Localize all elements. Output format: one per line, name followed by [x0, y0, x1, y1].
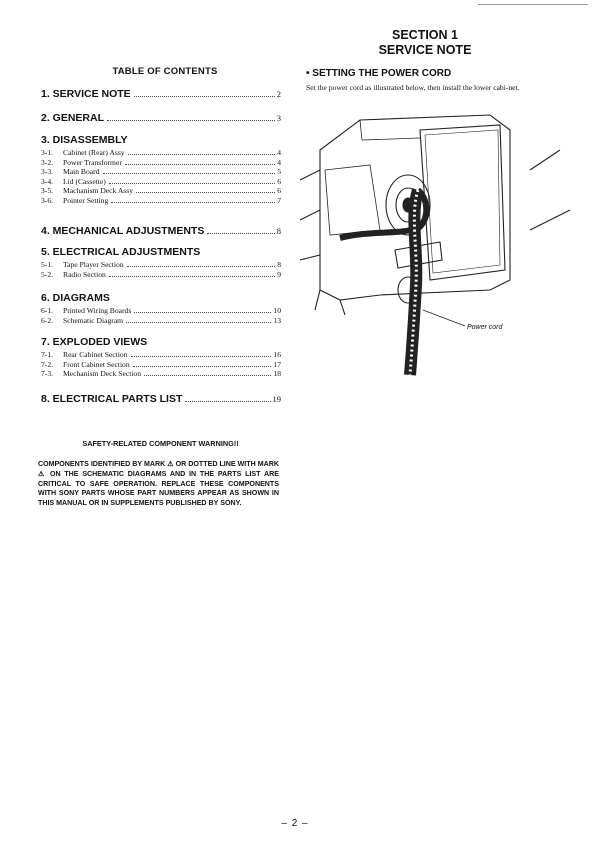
toc-sub-item[interactable]: [41, 316, 281, 326]
toc-sub-label: Main Board: [63, 167, 100, 177]
toc-section-label: 3. DISASSEMBLY: [41, 134, 128, 146]
toc-sub-label: Lid (Cassette): [63, 176, 106, 186]
warning-title: SAFETY-RELATED COMPONENT WARNING!!: [82, 439, 239, 448]
power-cord-callout: Power cord: [467, 324, 503, 331]
leader-dots: [127, 266, 276, 267]
toc-page-number: 8: [277, 260, 281, 269]
leader-dots: [144, 375, 271, 376]
toc-sub-label: Mechanism Deck Section: [63, 369, 142, 379]
toc-page-number: 4: [277, 157, 281, 167]
toc-section-label: 5. ELECTRICAL ADJUSTMENTS: [41, 246, 201, 258]
toc-sub-number: 7-3.: [41, 369, 54, 379]
section-number: SECTION 1: [392, 28, 458, 42]
toc-sub-number: 5-2.: [41, 269, 54, 279]
leader-dots: [134, 312, 271, 313]
toc-page-number: 18: [273, 369, 281, 379]
toc-sub-label: Tape Player Section: [63, 260, 124, 269]
toc-sub-item[interactable]: [41, 350, 281, 360]
callout-leader: [423, 310, 465, 326]
header-rule: [478, 4, 588, 5]
toc-sub-number: 3-2.: [41, 157, 54, 167]
toc-sub-number: 6-2.: [41, 315, 54, 325]
toc-section-electrical-parts-list[interactable]: [41, 393, 281, 405]
toc-section-electrical-adjustments: [41, 246, 281, 279]
leader-dots: [133, 366, 272, 367]
toc-sub-item[interactable]: [41, 260, 281, 270]
leader-dots: [207, 233, 274, 234]
toc-sub-number: 3-5.: [41, 186, 54, 196]
toc-page-number: 9: [277, 269, 281, 279]
leader-dots: [109, 276, 275, 277]
power-cord: [340, 190, 426, 375]
power-cord-instructions: Set the power cord as illustrated below, then install the lower cabi-net.: [306, 83, 520, 92]
toc-sub-item[interactable]: [41, 369, 281, 379]
toc-sub-number: 3-4.: [41, 176, 54, 186]
toc-section-label: 8. ELECTRICAL PARTS LIST: [41, 393, 183, 405]
toc-section-exploded-views: [41, 336, 281, 379]
toc-section-label: 1. SERVICE NOTE: [41, 88, 131, 100]
leader-dots: [128, 154, 276, 155]
toc-sub-number: 7-1.: [41, 350, 54, 359]
toc-sub-item[interactable]: [41, 148, 281, 158]
toc-page-number: 2: [276, 89, 281, 99]
toc-sub-label: Rear Cabinet Section: [63, 350, 128, 359]
toc-sub-item[interactable]: [41, 158, 281, 168]
toc-page-number: 13: [273, 315, 281, 325]
toc-section-label: 6. DIAGRAMS: [41, 292, 110, 304]
toc-page-number: 6: [277, 176, 281, 186]
leader-dots: [126, 322, 271, 323]
leader-dots: [107, 120, 275, 121]
toc-sub-label: Cabinet (Rear) Assy: [63, 148, 125, 157]
toc-sub-label: Schematic Diagram: [63, 315, 124, 325]
toc-page-number: 7: [277, 195, 281, 205]
leader-dots: [111, 202, 275, 203]
warning-body: COMPONENTS IDENTIFIED BY MARK ⚠ OR DOTTED LINE WITH MARK ⚠ ON THE SCHEMATIC DIAGRAMS AND IN THE PARTS LIST ARE CRITICAL TO SAFE OPERATION. REPLACE THESE COMPONENTS WITH SONY PARTS WHOSE PART NUMBERS APPEAR AS SHOWN IN THIS MANUAL OR IN SUPPLEMENTS PUBLISHED BY SONY.: [38, 460, 279, 508]
toc-section-mechanical-adjustments[interactable]: [41, 225, 281, 237]
section-header: [330, 28, 520, 58]
leader-dots: [134, 96, 275, 97]
cabinet-window: [420, 125, 505, 280]
power-cord-illustration: [300, 110, 580, 380]
toc-sub-item[interactable]: [41, 177, 281, 187]
toc-page-number: 10: [273, 306, 281, 315]
toc-sub-label: Printed Wiring Boards: [63, 306, 132, 315]
toc-sub-item[interactable]: [41, 270, 281, 280]
toc-sub-label: Radio Section: [63, 269, 106, 279]
toc-sub-item[interactable]: [41, 186, 281, 196]
toc-sub-number: 6-1.: [41, 306, 54, 315]
power-cord-heading: • SETTING THE POWER CORD: [306, 68, 452, 79]
toc-sub-number: 5-1.: [41, 260, 54, 269]
toc-page-number: 8: [276, 226, 281, 236]
toc-page-number: 17: [273, 359, 281, 369]
section-title: SERVICE NOTE: [378, 43, 472, 57]
leader-dots: [185, 401, 270, 402]
toc-sub-item[interactable]: [41, 306, 281, 316]
toc-sub-item[interactable]: [41, 196, 281, 206]
toc-sub-label: Pointer Setting: [63, 195, 109, 205]
toc-section-disassembly: [41, 134, 281, 206]
toc-sub-label: Power Transformer: [63, 157, 122, 167]
toc-section-label: 2. GENERAL: [41, 112, 105, 124]
leader-dots: [131, 356, 272, 357]
leader-dots: [103, 173, 276, 174]
toc-section-label: 7. EXPLODED VIEWS: [41, 336, 148, 348]
leader-dots: [109, 183, 275, 184]
toc-sub-item[interactable]: [41, 167, 281, 177]
leader-dots: [125, 164, 275, 165]
toc-section-general[interactable]: [41, 112, 281, 124]
toc-sub-number: 3-1.: [41, 148, 54, 157]
toc-sub-label: Machanism Deck Assy: [63, 186, 134, 196]
toc-title: TABLE OF CONTENTS: [112, 66, 218, 77]
toc-section-diagrams: [41, 292, 281, 325]
toc-page-number: 16: [273, 350, 281, 359]
toc-sub-number: 3-3.: [41, 167, 54, 177]
toc-page-number: 19: [272, 394, 281, 404]
toc-sub-number: 3-6.: [41, 195, 54, 205]
toc-page-number: 3: [276, 113, 281, 123]
toc-sub-label: Front Cabinet Section: [63, 359, 130, 369]
toc-page-number: 4: [277, 148, 281, 157]
toc-section-label: 4. MECHANICAL ADJUSTMENTS: [41, 225, 205, 237]
toc-sub-item[interactable]: [41, 360, 281, 370]
toc-sub-number: 7-2.: [41, 359, 54, 369]
leader-dots: [136, 192, 275, 193]
toc-page-number: 5: [277, 167, 281, 177]
toc-section-service-note[interactable]: [41, 88, 281, 100]
page-number: – 2 –: [281, 818, 309, 829]
toc-page-number: 6: [277, 186, 281, 196]
